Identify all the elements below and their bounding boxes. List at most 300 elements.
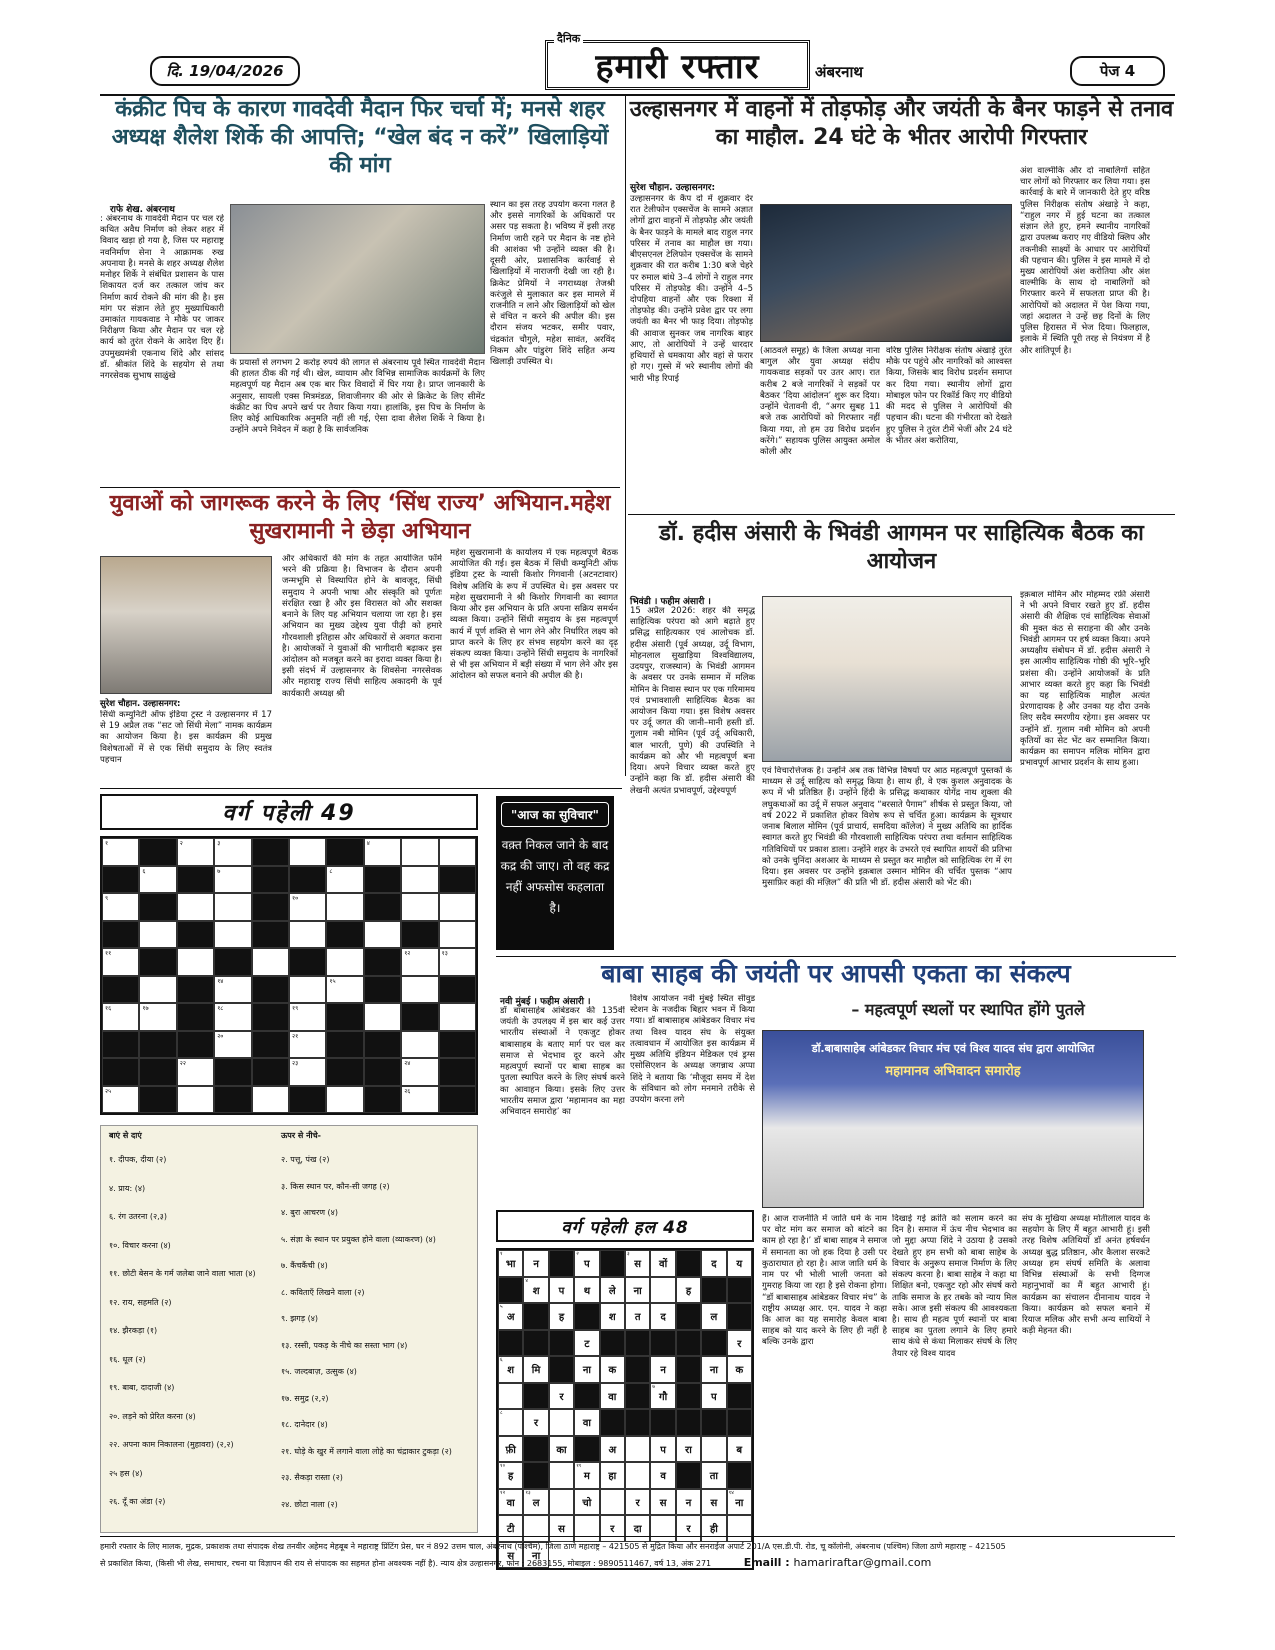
solution-letter: भा xyxy=(505,1259,516,1271)
solution-cell xyxy=(676,1489,701,1516)
crossword-solution xyxy=(496,1210,754,1570)
crossword-clues xyxy=(100,1125,478,1533)
crossword-cell[interactable] xyxy=(401,1031,438,1059)
solution-letter: अ xyxy=(506,1312,515,1324)
crossword-black-cell xyxy=(439,1058,476,1086)
crossword-black-cell xyxy=(139,948,176,976)
column-divider xyxy=(625,96,626,776)
solution-cell xyxy=(650,1462,675,1489)
solution-letter: फ़ी xyxy=(505,1444,516,1456)
solution-cell xyxy=(625,1250,650,1277)
crossword-cell[interactable] xyxy=(364,921,401,949)
solution-cell xyxy=(549,1515,574,1542)
solution-black-cell xyxy=(727,1277,752,1304)
crossword-cell[interactable] xyxy=(214,1003,251,1031)
crossword-black-cell xyxy=(177,976,214,1004)
crossword-cell[interactable] xyxy=(326,893,363,921)
solution-letter: ना xyxy=(582,1365,591,1377)
solution-letter: टी xyxy=(506,1524,515,1536)
solution-cell xyxy=(701,1303,726,1330)
solution-cell xyxy=(727,1250,752,1277)
crossword-cell-number: २४ xyxy=(404,1060,411,1067)
a1-photo-ground xyxy=(230,204,485,354)
solution-black-cell xyxy=(676,1409,701,1436)
crossword-black-cell xyxy=(401,921,438,949)
solution-cell xyxy=(650,1383,675,1410)
solution-letter: श xyxy=(507,1365,515,1377)
solution-letter: र xyxy=(686,1524,691,1536)
solution-black-cell xyxy=(574,1436,599,1463)
solution-letter: क xyxy=(735,1365,744,1377)
crossword-cell-number: ६ xyxy=(142,867,146,875)
page-number: पेज 4 xyxy=(1070,56,1165,86)
across-clue: १२. राय, सहमति (२) xyxy=(109,1297,172,1307)
crossword-black-cell xyxy=(177,921,214,949)
crossword-cell[interactable] xyxy=(177,1086,214,1114)
a5-banner-text: डॉ.बाबासाहेब आंबेडकर विचार मंच एवं विश्व यादव संघ द्वारा आयोजित xyxy=(811,1042,1095,1055)
solution-letter: र xyxy=(737,1338,742,1350)
solution-letter: क xyxy=(608,1365,617,1377)
crossword-cell[interactable] xyxy=(401,976,438,1004)
across-clue: १०. विचार करना (४) xyxy=(109,1240,171,1250)
solution-cell xyxy=(727,1436,752,1463)
solution-letter: ह xyxy=(685,1285,692,1297)
solution-letter: ता xyxy=(709,1471,719,1483)
crossword-cell[interactable] xyxy=(326,948,363,976)
crossword-cell[interactable] xyxy=(364,838,401,866)
crossword-cell[interactable] xyxy=(139,866,176,894)
crossword-cell[interactable] xyxy=(326,1086,363,1114)
crossword-black-cell xyxy=(102,1031,139,1059)
thought-of-day-box xyxy=(496,796,614,950)
solution-cell xyxy=(498,1436,523,1463)
solution-letter: गौ xyxy=(658,1391,668,1403)
a2-column-1: उल्हासनगर के कैंप दो में शुक्रवार देर रात टेलीफोन एक्सचेंज के सामने अज्ञात लोगों द्वारा वाहनों में तोड़फोड़ और जयंती के बैनर फाड़ने के मामले बाद राहुल नगर परिसर में तनाव का माहौल छा गया। बीएसएनल टेलिफोन एक्सचेंज के सामने शुक्रवार की रात करीब 1:30 बजे चेहरे पर रुमाल बांधे 3–4 लोगों ने राहुल नगर परिसर में तोड़फोड़ की। उन्होंने 4–5 दोपहिया वाहनों और एक रिक्शा में तोड़फोड़ की। उन्होंने प्रवेश द्वार पर लगा जयंती का बैनर भी फाड़ दिया। तोड़फोड़ की आवाज सुनकर जब नागरिक बाहर आए, तो आरोपियों ने उन्हें धारदार हथियारों से धमकाया और वहां से फरार हो गए। गुस्से में भरे स्थानीय लोगों की भारी भीड़ रिपाई xyxy=(630,194,753,384)
solution-cell xyxy=(701,1250,726,1277)
crossword-black-cell xyxy=(177,1031,214,1059)
crossword-black-cell xyxy=(252,1003,289,1031)
solution-cell xyxy=(549,1383,574,1410)
solution-cell xyxy=(625,1515,650,1542)
solution-black-cell xyxy=(523,1330,548,1357)
crossword-cell-number: १६ xyxy=(105,1005,112,1012)
solution-cell xyxy=(600,1515,625,1542)
crossword-black-cell xyxy=(139,838,176,866)
solution-cell xyxy=(727,1489,752,1516)
solution-cell xyxy=(549,1277,574,1304)
down-clue: १५. जल्दबाज़, उत्सुक (४) xyxy=(281,1367,357,1376)
crossword-cell[interactable] xyxy=(214,838,251,866)
solution-cell xyxy=(549,1436,574,1463)
solution-cell xyxy=(727,1330,752,1357)
crossword-cell[interactable] xyxy=(439,921,476,949)
crossword-cell[interactable] xyxy=(177,838,214,866)
solution-cell-number: ४ xyxy=(525,1277,528,1284)
crossword-black-cell xyxy=(252,838,289,866)
solution-black-cell xyxy=(600,1330,625,1357)
solution-cell xyxy=(574,1356,599,1383)
solution-cell xyxy=(600,1489,625,1516)
solution-letter: प xyxy=(660,1444,666,1456)
solution-cell xyxy=(676,1436,701,1463)
solution-cell xyxy=(676,1515,701,1542)
imprint-text: से प्रकाशित किया, (किसी भी लेख, समाचार, रचना या विज्ञापन की राय से संपादक का सहमत होना अवश्यक नहीं है). न्याय क्षेत्र उल्हासनगर, फोन : 2683155, मोबाइल : 9890511467, वर्ष 13, अंक 271 xyxy=(100,1558,712,1568)
crossword-black-cell xyxy=(252,866,289,894)
solution-cell xyxy=(574,1462,599,1489)
crossword-black-cell xyxy=(326,921,363,949)
crossword-cell[interactable] xyxy=(401,838,438,866)
a5-banner-subtext: महामानव अभिवादन समारोह xyxy=(885,1064,1021,1079)
solution-cell xyxy=(701,1436,726,1463)
solution-black-cell xyxy=(574,1383,599,1410)
crossword-black-cell xyxy=(289,866,326,894)
solution-letter: ले xyxy=(608,1285,616,1297)
crossword-cell[interactable] xyxy=(439,948,476,976)
email-link[interactable]: hamariraftar@gmail.com xyxy=(793,1555,932,1569)
down-clue: ५. संज्ञा के स्थान पर प्रयुक्त होने वाला (व्याकरण) (४) xyxy=(281,1234,436,1244)
crossword-black-cell xyxy=(139,1058,176,1086)
a5-column-1: डॉ बाबासाहेब आंबेडकर की 135वीं जयंती के उपलक्ष्य में इस बार कई उत्तर भारतीय संस्थाओं ने एकजुट होकर बाबासाहब के बताए मार्ग पर चल कर समाज से भेदभाव दूर करने और महत्वपूर्ण स्थानों पर बाबा साहब का पुतला स्थापित करने के लिए संघर्ष करने का आवाहन किया। इसके लिए उत्तर भारतीय समाज द्वारा ‘महामानव का महा अभिवादन समारोह’ का xyxy=(500,1006,625,1117)
solution-letter: वा xyxy=(608,1391,617,1403)
crossword-black-cell xyxy=(252,1058,289,1086)
crossword-cell[interactable] xyxy=(401,866,438,894)
solution-cell xyxy=(650,1436,675,1463)
crossword-black-cell xyxy=(289,1086,326,1114)
a3-byline: सुरेश चौहान. उल्हासनगर: xyxy=(100,699,181,709)
crossword-cell[interactable] xyxy=(439,893,476,921)
solution-black-cell xyxy=(701,1330,726,1357)
imprint-footer xyxy=(100,1540,1175,1572)
crossword-black-cell xyxy=(139,893,176,921)
crossword-cell[interactable] xyxy=(289,921,326,949)
crossword-cell[interactable] xyxy=(214,893,251,921)
solution-black-cell xyxy=(625,1383,650,1410)
solution-letter: न xyxy=(533,1259,539,1271)
solution-black-cell xyxy=(676,1462,701,1489)
crossword-black-cell xyxy=(326,1003,363,1031)
crossword-black-cell xyxy=(364,1031,401,1059)
edition-city: अंबरनाथ xyxy=(815,63,863,81)
solution-black-cell xyxy=(625,1330,650,1357)
solution-black-cell xyxy=(676,1250,701,1277)
solution-cell-number: १३ xyxy=(525,1489,531,1496)
crossword-cell[interactable] xyxy=(364,1003,401,1031)
crossword-cell[interactable] xyxy=(214,1031,251,1059)
solution-cell-number: ८ xyxy=(500,1410,503,1416)
solution-cell xyxy=(498,1489,523,1516)
solution-letter: दा xyxy=(633,1524,642,1536)
solution-cell-number: ६ xyxy=(500,1357,503,1363)
crossword-black-cell xyxy=(364,976,401,1004)
solution-letter: का xyxy=(556,1444,567,1456)
crossword-cell[interactable] xyxy=(289,1003,326,1031)
solution-letter: वा xyxy=(506,1497,515,1509)
solution-black-cell xyxy=(574,1303,599,1330)
solution-letter: अ xyxy=(608,1444,617,1456)
crossword-cell[interactable] xyxy=(439,838,476,866)
solution-cell xyxy=(523,1489,548,1516)
crossword-cell[interactable] xyxy=(102,838,139,866)
a5-subhead: – महत्वपूर्ण स्थलों पर स्थापित होंगे पुतले xyxy=(851,1000,1085,1019)
solution-cell xyxy=(574,1330,599,1357)
crossword-cell[interactable] xyxy=(439,1003,476,1031)
a4-column-2: एवं विचारोत्तेजक है। उन्होंने अब तक विभिन्न विषयों पर आठ महत्वपूर्ण पुस्तकों के माध्यम से उर्दू साहित्य को समृद्ध किया है। साथ ही, वे एक कुशल अनुवादक के रूप में भी प्रतिष्ठित हैं। उन्होंने हिंदी के प्रसिद्ध कथाकार योगेंद्र नाथ शुक्ला की लघुकथाओं का उर्दू में सफल अनुवाद “बरसाते पैगाम” शीर्षक से प्रस्तुत किया, जो वर्ष 2022 में प्रकाशित होकर विशेष रूप से चर्चित हुआ। कार्यक्रम के सूत्रधार जनाब बिलाल मोमिन (पूर्व प्राचार्य, समदिया कॉलेज) ने मुख्य अतिथि का हार्दिक स्वागत करते हुए भिवंडी की गौरवशाली साहित्यिक परंपरा तथा वर्तमान साहित्यिक गतिविधियों पर प्रकाश डाला। उन्होंने शहर के उभरते एवं स्थापित शायरों की प्रतिभा को उनके चुनिंदा अशआर के माध्यम से प्रस्तुत कर माहौल को साहित्यिक रंग में रंग दिया। इस अवसर पर उन्होंने इक़बाल उस्मान मोमिन की चर्चित पुस्तक “आप मुसाफ़िर कहां की मंज़िल” की प्रति भी डॉ. हदीस अंसारी को भेंट की। xyxy=(762,766,1012,889)
solution-cell xyxy=(650,1356,675,1383)
crossword-black-cell xyxy=(252,893,289,921)
solution-letter: ब xyxy=(736,1444,743,1456)
solution-letter: र xyxy=(559,1391,564,1403)
solution-title: वर्ग पहेली हल 48 xyxy=(496,1210,754,1242)
down-clue: २४. छोटा नाला (२) xyxy=(281,1499,338,1509)
across-clue: १६. धूल (२) xyxy=(109,1354,146,1364)
down-clue: १८. दानेदार (४) xyxy=(281,1420,328,1429)
crossword-black-cell xyxy=(102,921,139,949)
crossword-black-cell xyxy=(102,976,139,1004)
crossword-black-cell xyxy=(401,1003,438,1031)
across-clue: २०. लड़ने को प्रेरित करना (४) xyxy=(109,1411,196,1421)
solution-cell xyxy=(523,1250,548,1277)
a2-byline: सुरेश चौहान. उल्हासनगर: xyxy=(630,183,716,193)
solution-cell xyxy=(701,1383,726,1410)
crossword-black-cell xyxy=(177,1003,214,1031)
solution-cell-number: १२ xyxy=(500,1489,506,1496)
crossword-cell-number: ७ xyxy=(217,867,221,875)
solution-black-cell xyxy=(523,1436,548,1463)
a1-byline: राफे शेख. अंबरनाथ xyxy=(110,205,175,215)
logo-daily-label: दैनिक xyxy=(554,31,583,46)
imprint-line-2 xyxy=(100,1554,1175,1573)
across-clue: ११. छोटी बेसन के गर्म जलेबा जाने वाला भाता (४) xyxy=(109,1269,256,1278)
crossword-cell[interactable] xyxy=(139,921,176,949)
solution-letter: ट xyxy=(584,1338,590,1350)
solution-cell xyxy=(650,1277,675,1304)
down-clue: २३. सैकड़ा रास्ता (२) xyxy=(281,1473,343,1482)
a1-column-3: स्थान का इस तरह उपयोग करना गलत है और इससे नागरिकों के अधिकारों पर असर पड़ सकता है। भविष्य में इसी तरह निर्माण जारी रहने पर मैदान के नष्ट होने की आशंका भी उन्होंने व्यक्त की है। दूसरी ओर, प्रशासनिक कार्रवाई से खिलाड़ियों में नाराजगी देखी जा रही है। क्रिकेट प्रेमियों ने नगराध्यक्ष तेजश्री करंजुले से मुलाकात कर इस मामले में राजनीति न लाने और खिलाड़ियों को खेल से वंचित न करने की अपील की। इस दौरान संजय भटकर, समीर पवार, चंद्रकांत चौगुले, महेश सावंत, अरविंद निकम और पांडुरंग शिंदे सहित अन्य खिलाड़ी उपस्थित थे। xyxy=(490,200,615,368)
solution-letter: त xyxy=(634,1312,641,1324)
solution-letter: व xyxy=(660,1471,666,1483)
crossword-cell[interactable] xyxy=(214,976,251,1004)
a5-column-2: विशेष आयोजन नवी मुंबई स्थित सीवुड स्टेशन के नजदीक बिहार भवन में किया गया। डॉ बाबासाहब आंबेडकर विचार मंच तथा विश्व यादव संघ के संयुक्त तत्वावधान में आयोजित इस कार्यक्रम में मुख्य अतिथि इंडियन मेडिकल एवं ड्रग्स एसोसिएशन के अध्यक्ष जगन्नाथ अप्पा शिंदे ने बताया कि ‘मौजूदा समय में देश के संविधान को लोग मनमाने तरीके से उपयोग करना लगे xyxy=(630,994,755,1105)
crossword-black-cell xyxy=(326,1058,363,1086)
crossword-cell[interactable] xyxy=(326,976,363,1004)
solution-letter: स xyxy=(710,1497,718,1509)
crossword-cell-number: २० xyxy=(217,1032,224,1040)
solution-black-cell xyxy=(727,1462,752,1489)
divider xyxy=(100,487,620,488)
crossword-cell[interactable] xyxy=(214,866,251,894)
solution-letter: स xyxy=(634,1259,642,1271)
thought-body: वक़्त निकल जाने के बाद कद्र की जाए। तो वह कद्र नहीं अफसोस कहलाता है। xyxy=(500,838,610,915)
crossword-cell[interactable] xyxy=(289,1058,326,1086)
solution-letter: ना xyxy=(532,1550,541,1562)
across-clue: २५ हस (४) xyxy=(109,1468,143,1478)
solution-cell xyxy=(549,1303,574,1330)
a3-headline: युवाओं को जागरूक करने के लिए ‘सिंध राज्य’ अभियान.महेश सुखरामानी ने छेड़ा अभियान xyxy=(109,491,611,545)
solution-black-cell xyxy=(600,1250,625,1277)
solution-black-cell xyxy=(650,1330,675,1357)
down-clue: ३. किस स्थान पर, कौन-सी जगह (२) xyxy=(281,1181,390,1191)
crossword-cell[interactable] xyxy=(401,1086,438,1114)
solution-cell xyxy=(498,1356,523,1383)
solution-letter: ल xyxy=(532,1497,540,1509)
across-clue: २६. दूँ का अंडा (२) xyxy=(109,1497,166,1506)
solution-cell xyxy=(498,1409,523,1436)
crossword-black-cell xyxy=(139,1086,176,1114)
crossword-cell[interactable] xyxy=(289,893,326,921)
crossword-cell[interactable] xyxy=(401,893,438,921)
solution-cell-number: ११ xyxy=(576,1463,582,1469)
solution-black-cell xyxy=(676,1303,701,1330)
crossword-cell[interactable] xyxy=(177,1058,214,1086)
crossword-black-cell xyxy=(252,976,289,1004)
solution-letter: य xyxy=(736,1259,743,1271)
crossword-cell-number: २१ xyxy=(292,1032,299,1040)
crossword-black-cell xyxy=(364,1058,401,1086)
crossword-black-cell xyxy=(102,866,139,894)
crossword-cell-number: २२ xyxy=(179,1060,187,1067)
crossword-cell[interactable] xyxy=(252,948,289,976)
crossword-cell[interactable] xyxy=(102,1086,139,1114)
crossword-cell-number: २ xyxy=(179,840,183,847)
solution-letter: र xyxy=(635,1497,640,1509)
solution-letter: ही xyxy=(709,1524,718,1536)
crossword-cell-number: ११ xyxy=(105,950,112,957)
solution-cell xyxy=(701,1462,726,1489)
solution-cell xyxy=(549,1409,574,1436)
solution-letter: श xyxy=(608,1312,616,1324)
solution-letter: न xyxy=(660,1365,666,1377)
solution-cell xyxy=(625,1436,650,1463)
solution-cell xyxy=(600,1303,625,1330)
solution-letter: म xyxy=(583,1471,590,1483)
solution-letter: श xyxy=(532,1285,540,1297)
solution-cell xyxy=(498,1303,523,1330)
a3-photo-meeting xyxy=(100,556,272,694)
solution-cell xyxy=(574,1250,599,1277)
a4-column-1: 15 अप्रैल 2026: शहर की समृद्ध साहित्यिक परंपरा को आगे बढ़ाते हुए प्रसिद्ध साहित्यकार एवं आलोचक डॉ. हदीस अंसारी (पूर्व अध्यक्ष, उर्दू विभाग, मोहनलाल सुखाड़िया विश्वविद्यालय, उदयपुर, राजस्थान) के भिवंडी आगमन के अवसर पर उनके सम्मान में मलिक मोमिन के निवास स्थान पर एक गरिमामय एवं प्रभावशाली साहित्यिक बैठक का आयोजन किया गया। इस विशेष अवसर पर उर्दू जगत की जानी–मानी हस्ती डॉ. गुलाम नबी मोमिन (पूर्व उर्दू अधिकारी, बाल भारती, पुणे) की उपस्थिति ने कार्यक्रम को और भी महत्वपूर्ण बना दिया। अपने विचार व्यक्त करते हुए उन्होंने कहा कि डॉ. हदीस अंसारी की लेखनी अत्यंत प्रभावपूर्ण, उद्देश्यपूर्ण xyxy=(630,606,755,796)
solution-cell xyxy=(650,1515,675,1542)
a2-column-4: अंश वाल्मीकि और दो नाबालिगों सहित चार लोगों को गिरफ्तार कर लिया गया। इस कार्रवाई के बारे में जानकारी देते हुए वरिष्ठ पुलिस निरीक्षक संतोष अंखाड़े ने कहा, “राहुल नगर में हुई घटना का तत्काल संज्ञान लेते हुए, हमने स्थानीय नागरिकों द्वारा उपलब्ध कराए गए वीडियो क्लिप और तकनीकी साक्ष्यों के आधार पर आरोपियों की पहचान की। पुलिस ने इस मामले में दो मुख्य आरोपियों अंश करोतिया और अंश वाल्मीकि के साथ दो नाबालिगों को गिरफ्तार करने में सफलता प्राप्त की है। आरोपियों को अदालत में पेश किया गया, जहां अदालत ने उन्हें छह दिनों के लिए पुलिस हिरासत में भेज दिया। फिलहाल, इलाके में स्थिति पूरी तरह से नियंत्रण में है और शांतिपूर्ण है। xyxy=(1020,166,1150,356)
solution-letter: चो xyxy=(582,1497,592,1509)
solution-cell xyxy=(498,1462,523,1489)
a5-column-5: संघ के मुखिया अध्यक्ष मोतीलाल यादव के सहयोग के लिए मैं बहुत आभारी हूं। इसी तरह विशेष अतिथियों डॉ अनंत हर्षवर्धन अध्यक्ष बुद्ध प्रतिष्ठान, और कैलाश सरकटे अध्यक्ष हम संघर्ष समिति के अलावा विभिन्न संस्थाओं के सभी दिग्गज महानुभावों का मैं बहुत आभारी हूं। कार्यक्रम का संचालन दीनानाथ यादव ने किया। कार्यक्रम को सफल बनाने में रियाज मलिक और सभी अन्य साथियों ने कड़ी मेहनत की। xyxy=(1022,1214,1150,1337)
crossword-title: वर्ग पहेली 49 xyxy=(100,794,478,830)
solution-black-cell xyxy=(523,1383,548,1410)
solution-black-cell xyxy=(650,1409,675,1436)
crossword-cell[interactable] xyxy=(139,1003,176,1031)
solution-cell xyxy=(574,1277,599,1304)
crossword-cell-number: १५ xyxy=(329,977,336,985)
a4-byline: भिवंडी । फहीम अंसारी । xyxy=(630,597,711,607)
crossword-cell[interactable] xyxy=(102,893,139,921)
solution-black-cell xyxy=(498,1330,523,1357)
solution-letter: प xyxy=(558,1285,565,1297)
across-clue: १. दीपक, दीया (२) xyxy=(109,1155,167,1164)
down-clue: ७. कैंचकैंची (४) xyxy=(281,1261,328,1270)
solution-cell xyxy=(600,1277,625,1304)
solution-letter: वों xyxy=(659,1259,668,1271)
a4-photo-literary-meet xyxy=(762,596,1012,762)
solution-cell xyxy=(549,1489,574,1516)
solution-black-cell xyxy=(625,1409,650,1436)
crossword-cell[interactable] xyxy=(102,948,139,976)
down-clue: ९. झगड़ (४) xyxy=(281,1314,319,1323)
solution-cell-number: ३ xyxy=(626,1251,630,1257)
crossword xyxy=(100,794,478,1115)
crossword-cell[interactable] xyxy=(177,948,214,976)
crossword-cell[interactable] xyxy=(289,976,326,1004)
solution-letter: थ xyxy=(583,1285,591,1297)
solution-letter: न xyxy=(685,1497,692,1509)
crossword-cell-number: १३ xyxy=(441,950,448,957)
crossword-cell[interactable] xyxy=(139,976,176,1004)
solution-black-cell xyxy=(523,1303,548,1330)
newspaper-logo xyxy=(545,32,810,90)
a3-column-2: और अधिकारों की मांग के तहत आयोजित फॉर्म भरने की प्रक्रिया है। विभाजन के दौरान अपनी जन्मभूमि से विस्थापित होने के बावजूद, सिंधी समुदाय ने अपनी भाषा और संस्कृति को पूर्णतः संरक्षित रखा है और इस विरासत को और सशक्त बनाने के लिए यह अभियान चलाया जा रहा है। इस अभियान का मुख्य उद्देश्य युवा पीढ़ी को हमारे गौरवशाली इतिहास और अधिकारों से अवगत कराना है। आयोजकों ने युवाओं की भागीदारी बढ़ाकर इस आंदोलन को मजबूत करने का इरादा व्यक्त किया है। इसी संदर्भ में उल्हासनगर के शिवसेना नगरसेवक और महाराष्ट्र राज्य सिंधी साहित्य अकादमी के पूर्व कार्यकारी अध्यक्ष श्री xyxy=(282,554,442,699)
down-clue: १३. रस्सी, पकड़ के नीचे का सस्ता भाग (४) xyxy=(281,1340,408,1350)
crossword-grid[interactable] xyxy=(100,836,478,1115)
a1-headline: कंक्रीट पिच के कारण गावदेवी मैदान फिर चर्चा में; मनसे शहर अध्यक्ष शैलेश शिर्के की आपत्ति; “खेल बंद न करें” खिलाड़ियों की मांग xyxy=(111,97,609,179)
solution-letter: द xyxy=(711,1259,717,1271)
crossword-black-cell xyxy=(364,948,401,976)
solution-cell xyxy=(600,1436,625,1463)
solution-black-cell xyxy=(676,1356,701,1383)
crossword-cell-number: ९ xyxy=(105,895,109,902)
solution-letter: वा xyxy=(582,1418,591,1430)
solution-letter: रा xyxy=(685,1444,692,1456)
a5-headline: बाबा साहब की जयंती पर आपसी एकता का संकल्प xyxy=(601,959,1071,988)
a2-headline: उल्हासनगर में वाहनों में तोड़फोड़ और जयंती के बैनर फाड़ने से तनाव का माहौल. 24 घंटे के भीतर आरोपी गिरफ्तार xyxy=(629,97,1174,151)
down-clue: १७. समुद्र (२,२) xyxy=(281,1393,329,1403)
crossword-cell[interactable] xyxy=(177,893,214,921)
crossword-black-cell xyxy=(177,866,214,894)
crossword-cell-number: ४ xyxy=(366,840,370,847)
solution-letter: स xyxy=(507,1550,515,1562)
crossword-cell[interactable] xyxy=(401,948,438,976)
solution-cell xyxy=(523,1277,548,1304)
solution-letter: र xyxy=(534,1418,539,1430)
solution-letter: ना xyxy=(633,1285,642,1297)
solution-letter: हा xyxy=(608,1471,617,1483)
crossword-cell[interactable] xyxy=(326,866,363,894)
imprint-line-1: हमारी रफ्तार के लिए मालक, मुद्रक, प्रकाशक तथा संपादक शेख तनवीर अहेमद मेहबूब ने महाराष्ट्र प्रिंटिंग प्रेस, घर नं 892 उत्तम चाल, अंबरनाथ (पश्चिम), जिला ठाणे महाराष्ट्र – 421505 से मुद्रित किया और सनराईज अपार्ट 201/A एस.डी.पी. रोड, चू कॉलोनी, अंबरनाथ (पश्चिम) जिला ठाणे महाराष्ट्र – 421505 xyxy=(100,1542,1006,1551)
crossword-black-cell xyxy=(252,1031,289,1059)
solution-cell xyxy=(600,1462,625,1489)
crossword-cell[interactable] xyxy=(102,1003,139,1031)
solution-black-cell xyxy=(701,1277,726,1304)
crossword-black-cell xyxy=(102,1058,139,1086)
solution-cell xyxy=(625,1462,650,1489)
solution-cell xyxy=(701,1489,726,1516)
crossword-cell[interactable] xyxy=(289,838,326,866)
down-clue: ८. कविताएँ लिखने वाला (२) xyxy=(281,1287,365,1297)
a5-byline: नवी मुंबई । फहीम अंसारी । xyxy=(500,997,591,1007)
across-clue: २२. अपना काम निकालना (मुहावरा) (२,२) xyxy=(109,1440,234,1449)
crossword-cell-number: २५ xyxy=(105,1087,112,1095)
crossword-cell-number: २६ xyxy=(404,1087,411,1095)
crossword-cell[interactable] xyxy=(252,1086,289,1114)
crossword-black-cell xyxy=(439,976,476,1004)
logo-title: हमारी रफ्तार xyxy=(595,47,760,87)
divider xyxy=(496,956,1176,957)
crossword-cell[interactable] xyxy=(214,921,251,949)
solution-black-cell xyxy=(727,1409,752,1436)
crossword-cell[interactable] xyxy=(401,1058,438,1086)
a4-column-3: इक़बाल मोमिन और मोहम्मद रफ़ी अंसारी ने भी अपने विचार रखते हुए डॉ. हदीस अंसारी की शैक्षिक एवं साहित्यिक सेवाओं की मुक्त कंठ से सराहना की और उनके भिवंडी आगमन पर हर्ष व्यक्त किया। अपने अध्यक्षीय संबोधन में डॉ. हदीस अंसारी ने इस आत्मीय साहित्यिक गोष्ठी की भूरि–भूरि प्रशंसा की। उन्होंने आयोजकों के प्रति आभार व्यक्त करते हुए कहा कि भिवंडी का यह साहित्यिक माहौल अत्यंत प्रेरणादायक है और उनका यह दौरा उनके लिए सदैव स्मरणीय रहेगा। इस अवसर पर उन्होंने डॉ. गुलाम नबी मोमिन को अपनी कृतियों का सेट भेंट कर सम्मानित किया। कार्यक्रम का समापन मलिक मोमिन द्वारा प्रभावपूर्ण आभार प्रदर्शन के साथ हुआ। xyxy=(1020,590,1150,769)
crossword-black-cell xyxy=(364,866,401,894)
crossword-black-cell xyxy=(439,1031,476,1059)
crossword-cell[interactable] xyxy=(289,1031,326,1059)
